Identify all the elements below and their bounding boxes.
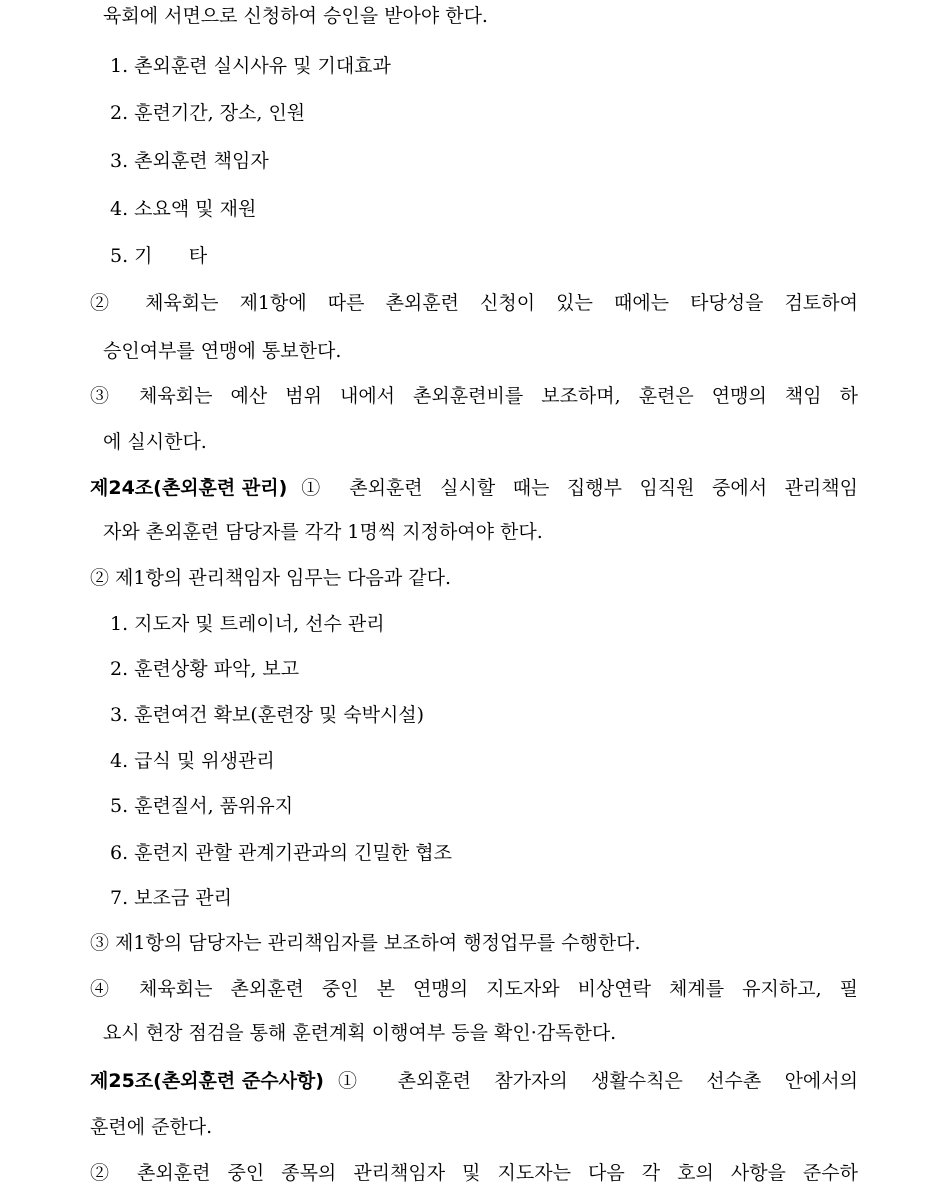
list-item: 5. 훈련질서, 품위유지 xyxy=(110,795,294,817)
list-item: 7. 보조금 관리 xyxy=(110,887,232,909)
article-25-line xyxy=(90,1069,858,1093)
list-item: 3. 훈련여건 확보(훈련장 및 숙박시설) xyxy=(110,704,425,726)
paragraph-line: ① 촌외훈련 참가자의 생활수칙은 선수촌 안에서의 xyxy=(337,1070,858,1092)
text-line: 육회에 서면으로 신청하여 승인을 받아야 한다. xyxy=(103,5,488,27)
list-item: 1. 촌외훈련 실시사유 및 기대효과 xyxy=(110,55,391,77)
paragraph-line: 훈련에 준한다. xyxy=(90,1116,213,1138)
paragraph-line: ① 촌외훈련 실시할 때는 집행부 임직원 중에서 관리책임 xyxy=(301,477,858,499)
paragraph-line: 요시 현장 점검을 통해 훈련계획 이행여부 등을 확인·감독한다. xyxy=(103,1022,617,1044)
paragraph-line: ② 촌외훈련 중인 종목의 관리책임자 및 지도자는 다음 각 호의 사항을 준수하 xyxy=(90,1162,858,1184)
paragraph-line: 승인여부를 연맹에 통보한다. xyxy=(103,340,342,362)
list-item: 2. 훈련기간, 장소, 인원 xyxy=(110,102,306,124)
list-item: 4. 급식 및 위생관리 xyxy=(110,750,275,772)
paragraph-line: ② 제1항의 관리책임자 임무는 다음과 같다. xyxy=(90,567,451,589)
article-24-heading: 제24조(촌외훈련 관리) xyxy=(90,477,288,499)
paragraph-line: ③ 체육회는 예산 범위 내에서 촌외훈련비를 보조하며, 훈련은 연맹의 책임 하 xyxy=(90,385,858,407)
article-24-line xyxy=(90,476,858,500)
list-item: 6. 훈련지 관할 관계기관과의 긴밀한 협조 xyxy=(110,842,452,864)
list-item: 5. 기 타 xyxy=(110,245,208,267)
list-item: 4. 소요액 및 재원 xyxy=(110,198,257,220)
paragraph-line: ③ 제1항의 담당자는 관리책임자를 보조하여 행정업무를 수행한다. xyxy=(90,932,641,954)
article-25-heading: 제25조(촌외훈련 준수사항) xyxy=(90,1070,324,1092)
paragraph-line: 에 실시한다. xyxy=(103,431,207,453)
paragraph-line: 자와 촌외훈련 담당자를 각각 1명씩 지정하여야 한다. xyxy=(103,521,543,543)
list-item: 3. 촌외훈련 책임자 xyxy=(110,150,269,172)
list-item: 1. 지도자 및 트레이너, 선수 관리 xyxy=(110,613,385,635)
paragraph-line: ② 체육회는 제1항에 따른 촌외훈련 신청이 있는 때에는 타당성을 검토하여 xyxy=(90,292,858,314)
paragraph-line: ④ 체육회는 촌외훈련 중인 본 연맹의 지도자와 비상연락 체계를 유지하고, 필 xyxy=(90,978,858,1000)
list-item: 2. 훈련상황 파악, 보고 xyxy=(110,658,300,680)
